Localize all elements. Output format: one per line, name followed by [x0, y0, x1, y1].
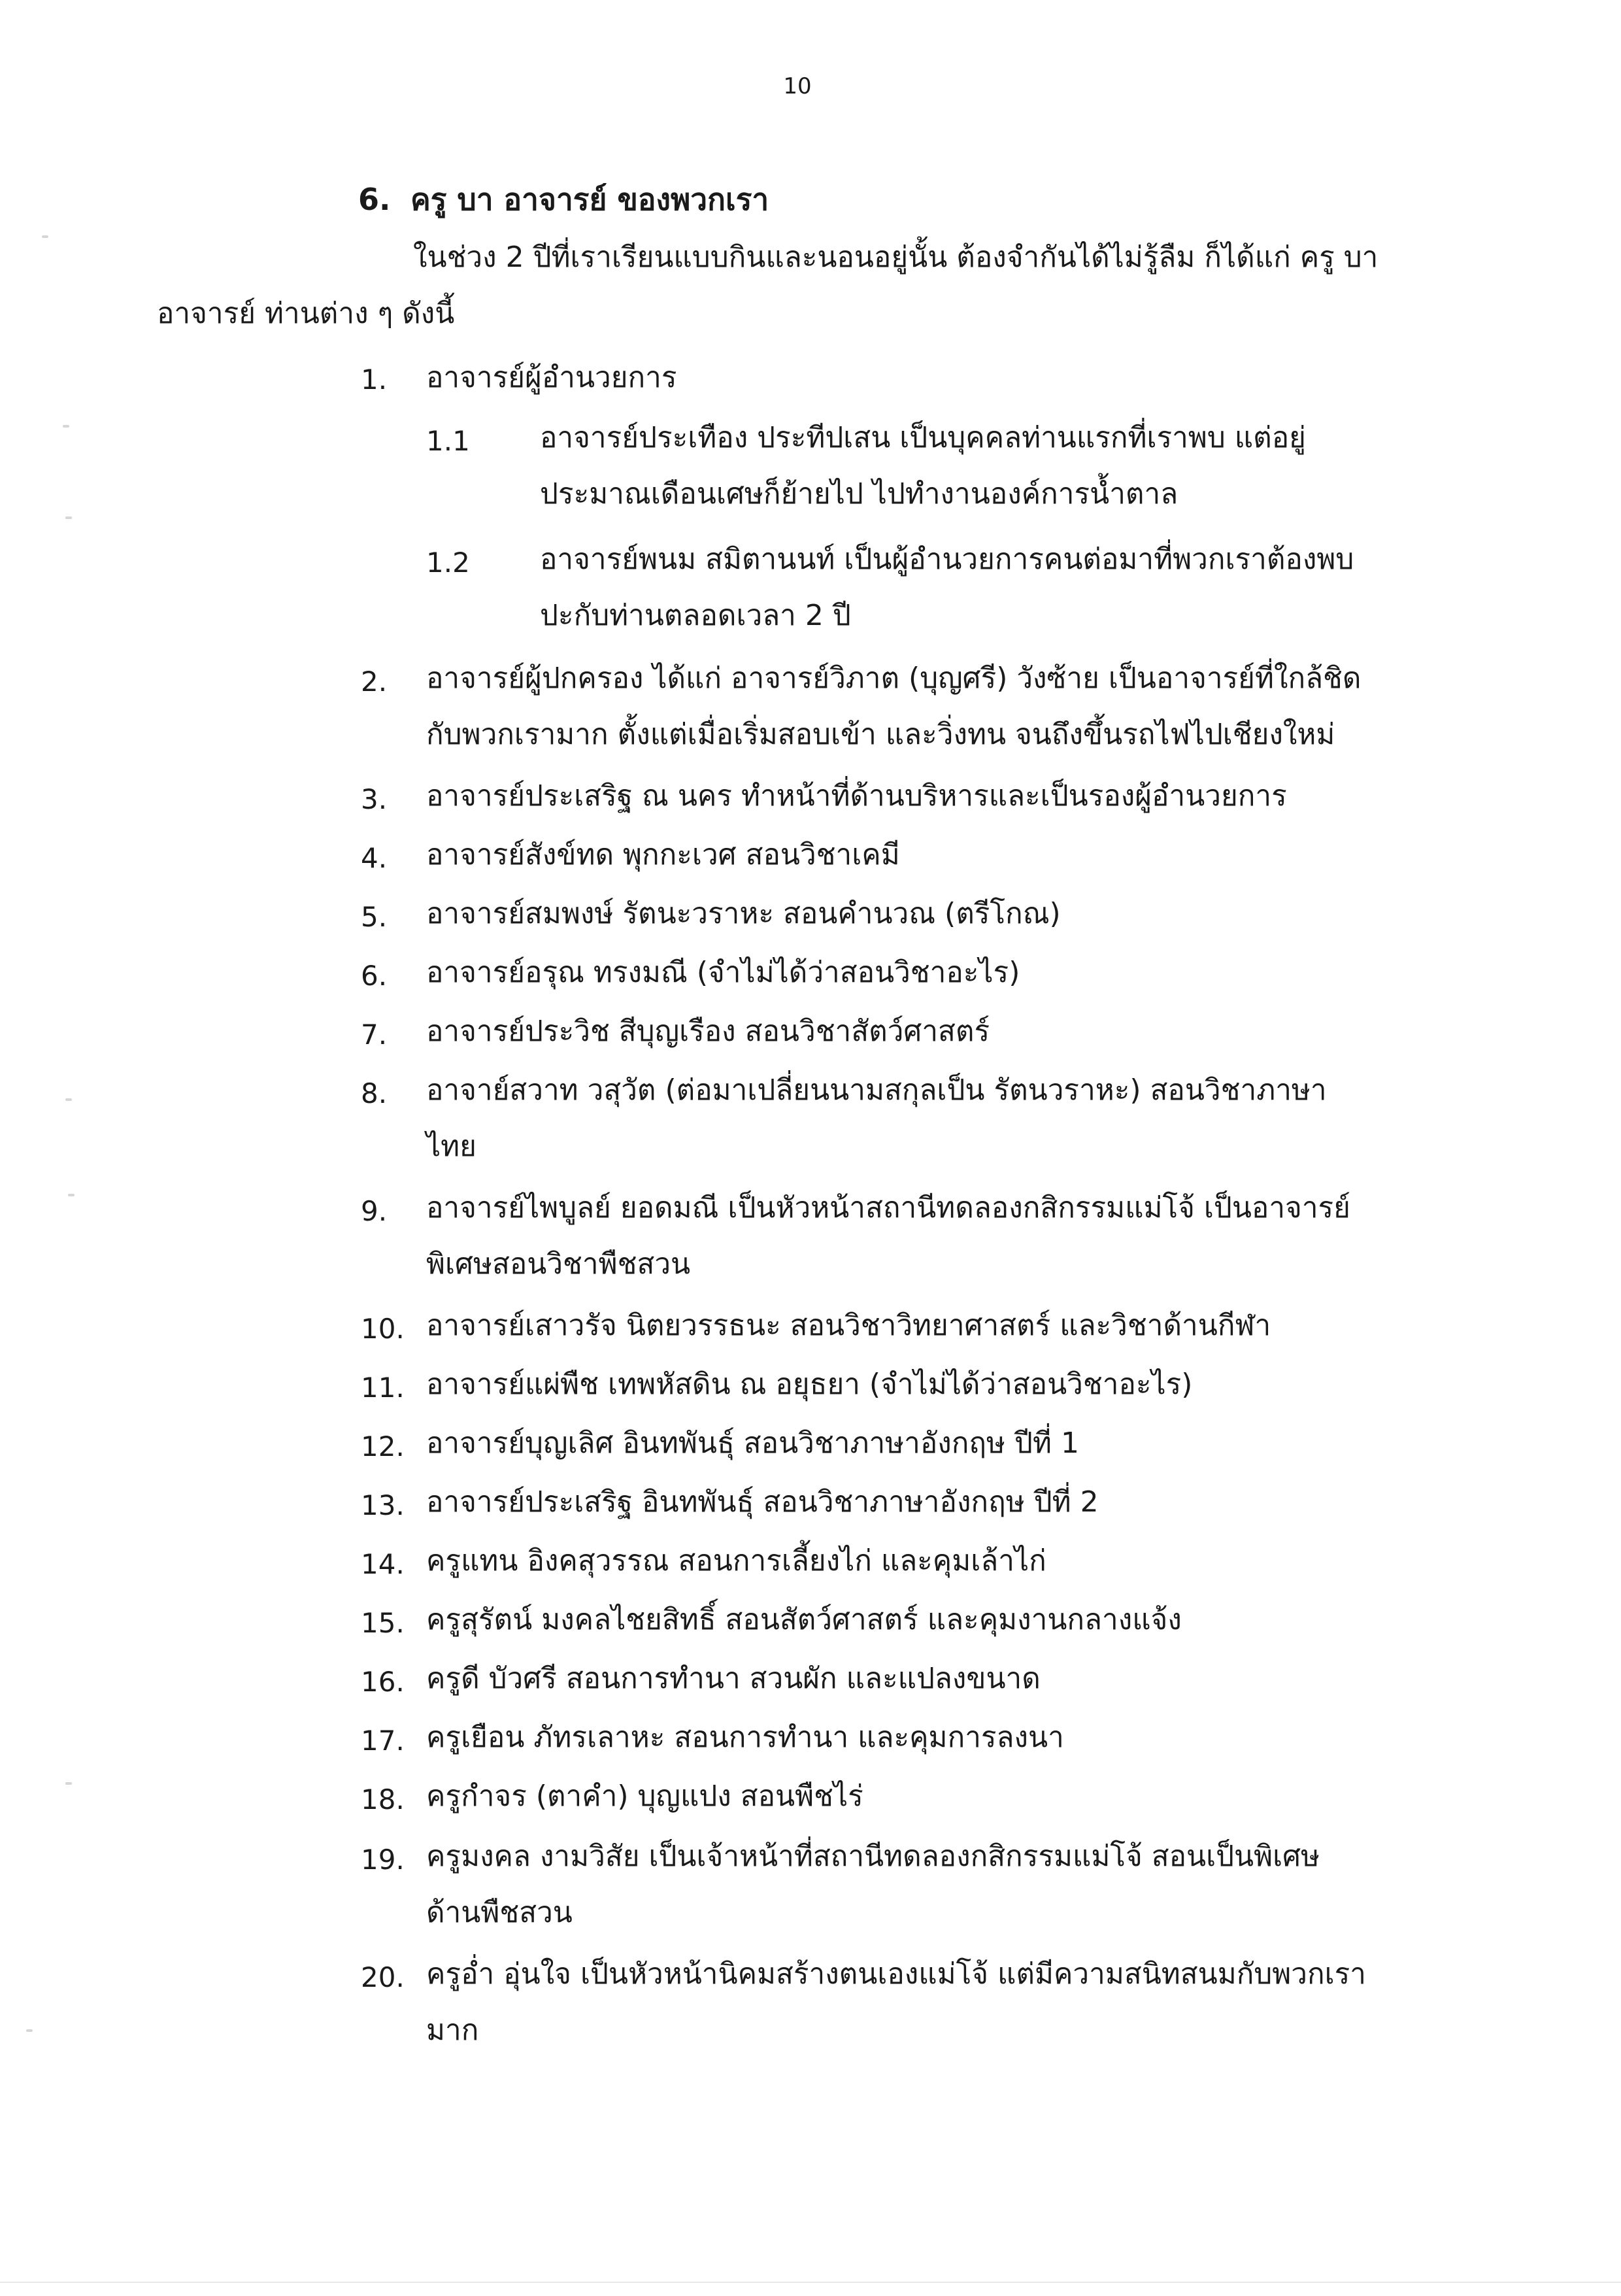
section-title: ครู บา อาจารย์ ของพวกเรา	[410, 182, 769, 217]
list-item-text: อาจารย์ประเสริฐ อินทพันธุ์ สอนวิชาภาษาอังกฤษ ปีที่ 2	[426, 1485, 1099, 1519]
list-item-number: 2.	[361, 666, 388, 698]
sub-item-text: ปะกับท่านตลอดเวลา 2 ปี	[540, 599, 851, 632]
list-item-text: พิเศษสอนวิชาพืชสวน	[426, 1247, 691, 1281]
list-item-text: อาจารย์แผ่พืช เทพหัสดิน ณ อยุธยา (จำไม่ได้ว่าสอนวิชาอะไร)	[426, 1368, 1193, 1401]
list-item-text: ไทย	[426, 1130, 476, 1163]
list-item-text: ครูอ่ำ อุ่นใจ เป็นหัวหน้านิคมสร้างตนเองแม่โจ้ แต่มีความสนิทสนมกับพวกเรา	[426, 1957, 1367, 1991]
scan-speck	[42, 235, 48, 238]
list-item-number: 10.	[361, 1313, 405, 1345]
list-item-text: อาจารย์สมพงษ์ รัตนะวราหะ สอนคำนวณ (ตรีโกณ)	[426, 897, 1061, 930]
scan-speck	[65, 1782, 72, 1785]
list-item-number: 5.	[361, 901, 388, 933]
scan-speck	[63, 425, 69, 428]
list-item-number: 17.	[361, 1725, 405, 1757]
list-item-number: 7.	[361, 1019, 388, 1051]
list-item-text: กับพวกเรามาก ตั้งแต่เมื่อเริ่มสอบเข้า และวิ่งทน จนถึงขึ้นรถไฟไปเชียงใหม่	[426, 718, 1335, 751]
list-item-text: ครูแทน อิงคสุวรรณ สอนการเลี้ยงไก่ และคุมเล้าไก่	[426, 1544, 1046, 1578]
list-item-number: 19.	[361, 1844, 405, 1876]
sub-item-number: 1.2	[426, 547, 470, 579]
list-item-number: 18.	[361, 1783, 405, 1815]
list-item-text: อาจาย์สวาท วสุวัต (ต่อมาเปลี่ยนนามสกุลเป็น รัตนวราหะ) สอนวิชาภาษา	[426, 1073, 1327, 1107]
list-item-text: อาจารย์ประวิช สีบุญเรือง สอนวิชาสัตว์ศาสตร์	[426, 1015, 990, 1048]
list-item-text: ครูสุรัตน์ มงคลไชยสิทธิ์ สอนสัตว์ศาสตร์ และคุมงานกลางแจ้ง	[426, 1603, 1182, 1636]
list-item-text: อาจารย์เสาวรัจ นิตยวรรธนะ สอนวิชาวิทยาศาสตร์ และวิชาด้านกีฬา	[426, 1309, 1271, 1342]
list-item-text: ด้านพืชสวน	[426, 1896, 573, 1929]
list-item-text: อาจารย์ผู้อำนวยการ	[426, 361, 677, 394]
scan-speck	[65, 1098, 72, 1101]
scan-speck	[26, 2029, 33, 2032]
list-item-text: อาจารย์ประเสริฐ ณ นคร ทำหน้าที่ด้านบริหารและเป็นรองผู้อำนวยการ	[426, 779, 1287, 813]
list-item-text: ครูกำจร (ตาคำ) บุญแปง สอนพืชไร่	[426, 1780, 863, 1813]
list-item-text: อาจารย์อรุณ ทรงมณี (จำไม่ได้ว่าสอนวิชาอะไร)	[426, 956, 1020, 989]
sub-item-text: อาจารย์ประเทือง ประทีปเสน เป็นบุคคลท่านแรกที่เราพบ แต่อยู่	[540, 421, 1306, 454]
sub-item-number: 1.1	[426, 425, 470, 457]
list-item-text: ครูเยือน ภัทรเลาหะ สอนการทำนา และคุมการลงนา	[426, 1721, 1064, 1754]
list-item-number: 11.	[361, 1372, 405, 1404]
section-number: 6.	[358, 182, 391, 217]
list-item-number: 20.	[361, 1961, 405, 1993]
scan-speck	[68, 1194, 75, 1196]
list-item-number: 12.	[361, 1430, 405, 1462]
list-item-number: 15.	[361, 1607, 405, 1639]
intro-line-2: อาจารย์ ท่านต่าง ๆ ดังนี้	[157, 297, 455, 330]
list-item-text: อาจารย์ไพบูลย์ ยอดมณี เป็นหัวหน้าสถานีทดลองกสิกรรมแม่โจ้ เป็นอาจารย์	[426, 1191, 1350, 1224]
scan-speck	[65, 516, 72, 519]
list-item-number: 8.	[361, 1077, 388, 1109]
list-item-text: อาจารย์ผู้ปกครอง ได้แก่ อาจารย์วิภาต (บุญศรี) วังซ้าย เป็นอาจารย์ที่ใกล้ชิด	[426, 662, 1362, 695]
list-item-number: 9.	[361, 1195, 388, 1227]
list-item-number: 1.	[361, 363, 388, 396]
scan-edge-line	[0, 2282, 1621, 2283]
sub-item-text: อาจารย์พนม สมิตานนท์ เป็นผู้อำนวยการคนต่อมาที่พวกเราต้องพบ	[540, 543, 1354, 576]
list-item-text: อาจารย์สังข์ทด พุกกะเวศ สอนวิชาเคมี	[426, 838, 900, 871]
list-item-number: 4.	[361, 842, 388, 874]
list-item-text: ครูมงคล งามวิสัย เป็นเจ้าหน้าที่สถานีทดลองกสิกรรมแม่โจ้ สอนเป็นพิเศษ	[426, 1840, 1320, 1873]
intro-line-1: ในช่วง 2 ปีที่เราเรียนแบบกินและนอนอยู่นั้น ต้องจำกันได้ไม่รู้ลืม ก็ได้แก่ ครู บา	[413, 241, 1379, 274]
list-item-number: 6.	[361, 960, 388, 992]
list-item-number: 14.	[361, 1548, 405, 1580]
list-item-number: 3.	[361, 783, 388, 815]
list-item-number: 16.	[361, 1666, 405, 1698]
sub-item-text: ประมาณเดือนเศษก็ย้ายไป ไปทำงานองค์การน้ำตาล	[540, 477, 1178, 511]
list-item-text: ครูดี บัวศรี สอนการทำนา สวนผัก และแปลงขนาด	[426, 1662, 1041, 1695]
list-item-number: 13.	[361, 1489, 405, 1521]
list-item-text: มาก	[426, 2014, 479, 2047]
page-number: 10	[783, 73, 812, 99]
list-item-text: อาจารย์บุญเลิศ อินทพันธุ์ สอนวิชาภาษาอังกฤษ ปีที่ 1	[426, 1427, 1079, 1460]
